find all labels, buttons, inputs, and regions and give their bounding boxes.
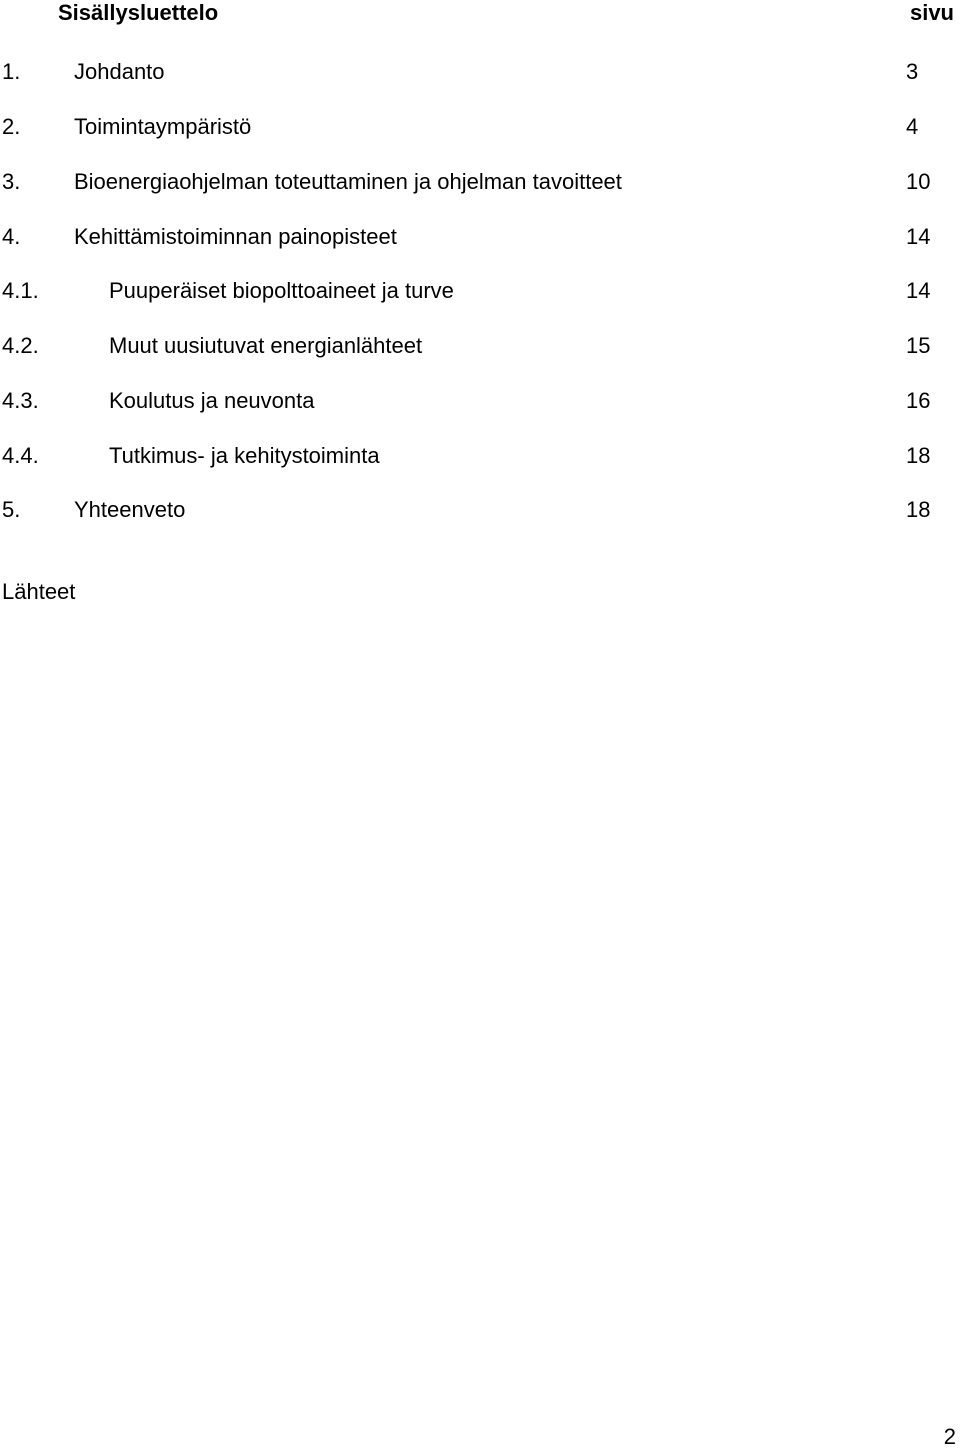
- toc-entry-label: Kehittämistoiminnan painopisteet: [74, 224, 397, 249]
- toc-entry-page: 18: [906, 443, 931, 468]
- toc-entry: [0, 442, 960, 470]
- toc-entry-number: 5.: [2, 497, 21, 522]
- toc-entry-number: 1.: [2, 59, 21, 84]
- toc-entry-number: 2.: [2, 114, 21, 139]
- toc-entry-page: 14: [906, 278, 931, 303]
- toc-entry-number: 4.: [2, 224, 21, 249]
- sources-entry: Lähteet: [2, 579, 76, 604]
- toc-entry-number: 4.3.: [2, 388, 39, 413]
- toc-entry-page: 18: [906, 497, 931, 522]
- toc-entry-number: 4.2.: [2, 333, 39, 358]
- page-column-header: sivu: [909, 0, 954, 25]
- toc-entry-label: Johdanto: [74, 59, 165, 84]
- toc-entry-page: 15: [906, 333, 931, 358]
- page-number: 2: [943, 1424, 956, 1449]
- toc-title: Sisällysluettelo: [58, 0, 219, 25]
- toc-entry: [0, 223, 960, 251]
- toc-entry-label: Bioenergiaohjelman toteuttaminen ja ohjelman tavoitteet: [74, 169, 622, 194]
- toc-entry-number: 4.4.: [2, 443, 39, 468]
- toc-entry-label: Muut uusiutuvat energianlähteet: [109, 333, 423, 358]
- toc-entry: [0, 168, 960, 196]
- toc-entry-label: Yhteenveto: [74, 497, 186, 522]
- toc-entry: [0, 113, 960, 141]
- toc-entry-page: 14: [906, 224, 931, 249]
- toc-entry-page: 3: [906, 59, 919, 84]
- toc-entry: [0, 332, 960, 360]
- toc-entry-number: 4.1.: [2, 278, 39, 303]
- toc-entry: [0, 58, 960, 86]
- toc-heading: [0, 0, 960, 26]
- toc-entry-number: 3.: [2, 169, 21, 194]
- toc-entry-page: 16: [906, 388, 931, 413]
- toc-entry-label: Toimintaympäristö: [74, 114, 252, 139]
- toc-entry-label: Puuperäiset biopolttoaineet ja turve: [109, 278, 454, 303]
- toc-entry: [0, 387, 960, 415]
- toc-entry: [0, 277, 960, 305]
- toc-entry-page: 4: [906, 114, 919, 139]
- toc-entry: [0, 496, 960, 524]
- toc-entry-page: 10: [906, 169, 931, 194]
- toc-entry-label: Koulutus ja neuvonta: [109, 388, 315, 413]
- toc-entry-label: Tutkimus- ja kehitystoiminta: [109, 443, 380, 468]
